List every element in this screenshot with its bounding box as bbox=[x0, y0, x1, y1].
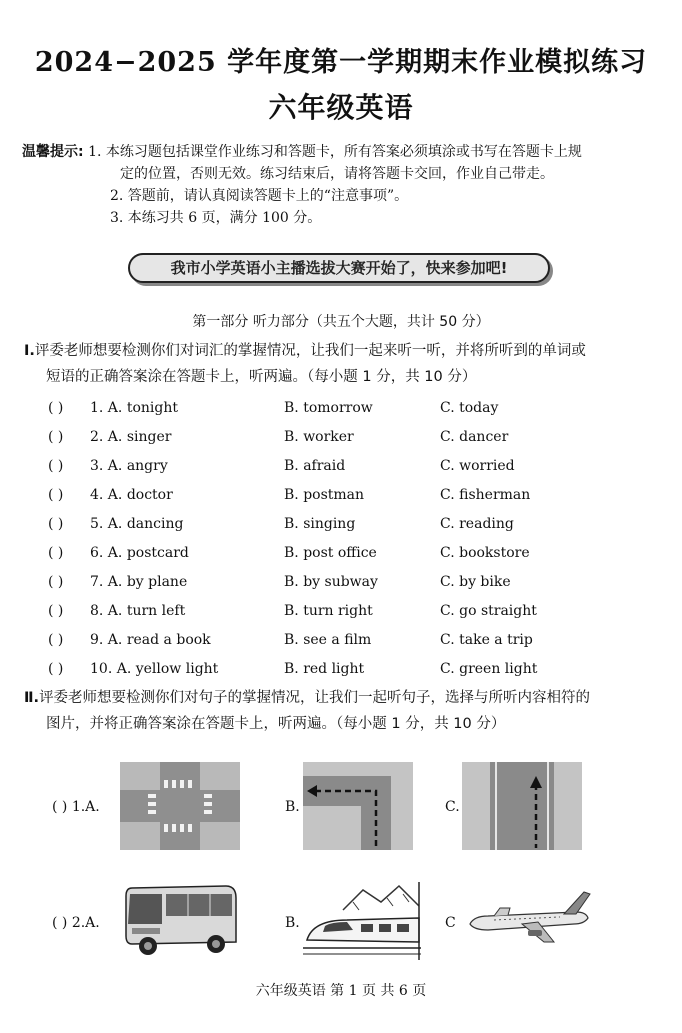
option-c: C. take a trip bbox=[440, 632, 533, 648]
option-c: C. fisherman bbox=[440, 487, 531, 503]
option-c: C. green light bbox=[440, 661, 538, 677]
part-heading: 第一部分 听力部分（共五个大题，共计 50 分） bbox=[192, 314, 490, 330]
option-a: 8. A. turn left bbox=[90, 603, 186, 619]
option-a: 1. A. tonight bbox=[90, 400, 178, 416]
page-subtitle: 六年级英语 bbox=[268, 91, 414, 124]
option-a: 6. A. postcard bbox=[90, 545, 189, 561]
q2-option-a-label: ( ) 2.A. bbox=[52, 915, 100, 931]
option-c: C. today bbox=[440, 400, 499, 416]
answer-blank: ( ) bbox=[48, 487, 64, 503]
option-b: B. postman bbox=[284, 487, 365, 503]
section-2-line-2: 图片，并将正确答案涂在答题卡上，听两遍。（每小题 1 分，共 10 分） bbox=[46, 716, 506, 732]
question-row bbox=[48, 514, 648, 534]
tips-line-2: 2. 答题前，请认真阅读答题卡上的“注意事项”。 bbox=[110, 188, 409, 204]
question-row bbox=[48, 601, 648, 621]
option-c: C. worried bbox=[440, 458, 515, 474]
answer-blank: ( ) bbox=[48, 458, 64, 474]
option-b: B. see a film bbox=[284, 632, 372, 648]
section-2-instructions bbox=[24, 685, 674, 737]
section-2-line-1: 评委老师想要检测你们对句子的掌握情况，让我们一起听句子，选择与所听内容相符的 bbox=[39, 690, 591, 706]
option-c: C. by bike bbox=[440, 574, 511, 590]
option-a: 7. A. by plane bbox=[90, 574, 188, 590]
option-b: B. red light bbox=[284, 661, 365, 677]
bus-picture bbox=[118, 880, 242, 960]
page-title: 2024−2025 学年度第一学期期末作业模拟练习 bbox=[34, 47, 648, 78]
answer-blank: ( ) bbox=[48, 661, 64, 677]
answer-blank: ( ) bbox=[48, 516, 64, 532]
tips-line-1: 1. 本练习题包括课堂作业练习和答题卡，所有答案必须填涂或书写在答题卡上规 bbox=[88, 144, 582, 160]
question-row bbox=[48, 456, 648, 476]
question-row bbox=[48, 572, 648, 592]
tips-line-1b: 定的位置，否则无效。练习结束后，请将答题卡交回，作业自己带走。 bbox=[120, 166, 554, 182]
question-row bbox=[48, 398, 648, 418]
answer-blank: ( ) bbox=[48, 574, 64, 590]
airplane-picture bbox=[464, 884, 592, 956]
answer-blank: ( ) bbox=[48, 603, 64, 619]
option-b: B. singing bbox=[284, 516, 356, 532]
option-a: 2. A. singer bbox=[90, 429, 172, 445]
q1-option-c-label: C. bbox=[445, 799, 460, 815]
page-footer: 六年级英语 第 1 页 共 6 页 bbox=[255, 983, 427, 999]
q2-option-b-label: B. bbox=[285, 915, 300, 931]
q1-option-a-label: ( ) 1.A. bbox=[52, 799, 100, 815]
tips-lead: 温馨提示: bbox=[22, 144, 84, 160]
tips-block bbox=[22, 141, 672, 229]
answer-blank: ( ) bbox=[48, 429, 64, 445]
question-row bbox=[48, 543, 648, 563]
question-row bbox=[48, 630, 648, 650]
question-row bbox=[48, 659, 648, 679]
section-1-line-2: 短语的正确答案涂在答题卡上，听两遍。（每小题 1 分，共 10 分） bbox=[46, 369, 477, 385]
option-c: C. bookstore bbox=[440, 545, 530, 561]
option-a: 4. A. doctor bbox=[90, 487, 173, 503]
option-c: C. dancer bbox=[440, 429, 509, 445]
option-c: C. reading bbox=[440, 516, 514, 532]
option-a: 9. A. read a book bbox=[90, 632, 211, 648]
section-1-line-1: 评委老师想要检测你们对词汇的掌握情况，让我们一起来听一听，并将所听到的单词或 bbox=[34, 343, 586, 359]
option-a: 3. A. angry bbox=[90, 458, 168, 474]
question-row bbox=[48, 427, 648, 447]
train-picture bbox=[303, 880, 421, 960]
q1-option-b-label: B. bbox=[285, 799, 300, 815]
section-1-instructions bbox=[24, 338, 674, 390]
answer-blank: ( ) bbox=[48, 545, 64, 561]
question-row bbox=[48, 485, 648, 505]
answer-blank: ( ) bbox=[48, 632, 64, 648]
option-b: B. worker bbox=[284, 429, 354, 445]
turn-left-picture bbox=[303, 762, 413, 850]
section-2-number: Ⅱ. bbox=[24, 690, 40, 706]
option-b: B. post office bbox=[284, 545, 377, 561]
option-a: 5. A. dancing bbox=[90, 516, 184, 532]
option-b: B. afraid bbox=[284, 458, 346, 474]
answer-blank: ( ) bbox=[48, 400, 64, 416]
contest-banner: 我市小学英语小主播选拔大赛开始了，快来参加吧! bbox=[128, 253, 550, 283]
option-b: B. by subway bbox=[284, 574, 378, 590]
option-c: C. go straight bbox=[440, 603, 537, 619]
go-straight-picture bbox=[462, 762, 582, 850]
option-b: B. turn right bbox=[284, 603, 373, 619]
tips-line-3: 3. 本练习共 6 页，满分 100 分。 bbox=[110, 210, 322, 226]
q2-option-c-label: C bbox=[445, 915, 456, 931]
option-b: B. tomorrow bbox=[284, 400, 373, 416]
crossroads-picture bbox=[120, 762, 240, 850]
section-1-number: Ⅰ. bbox=[24, 343, 35, 359]
option-a: 10. A. yellow light bbox=[90, 661, 219, 677]
